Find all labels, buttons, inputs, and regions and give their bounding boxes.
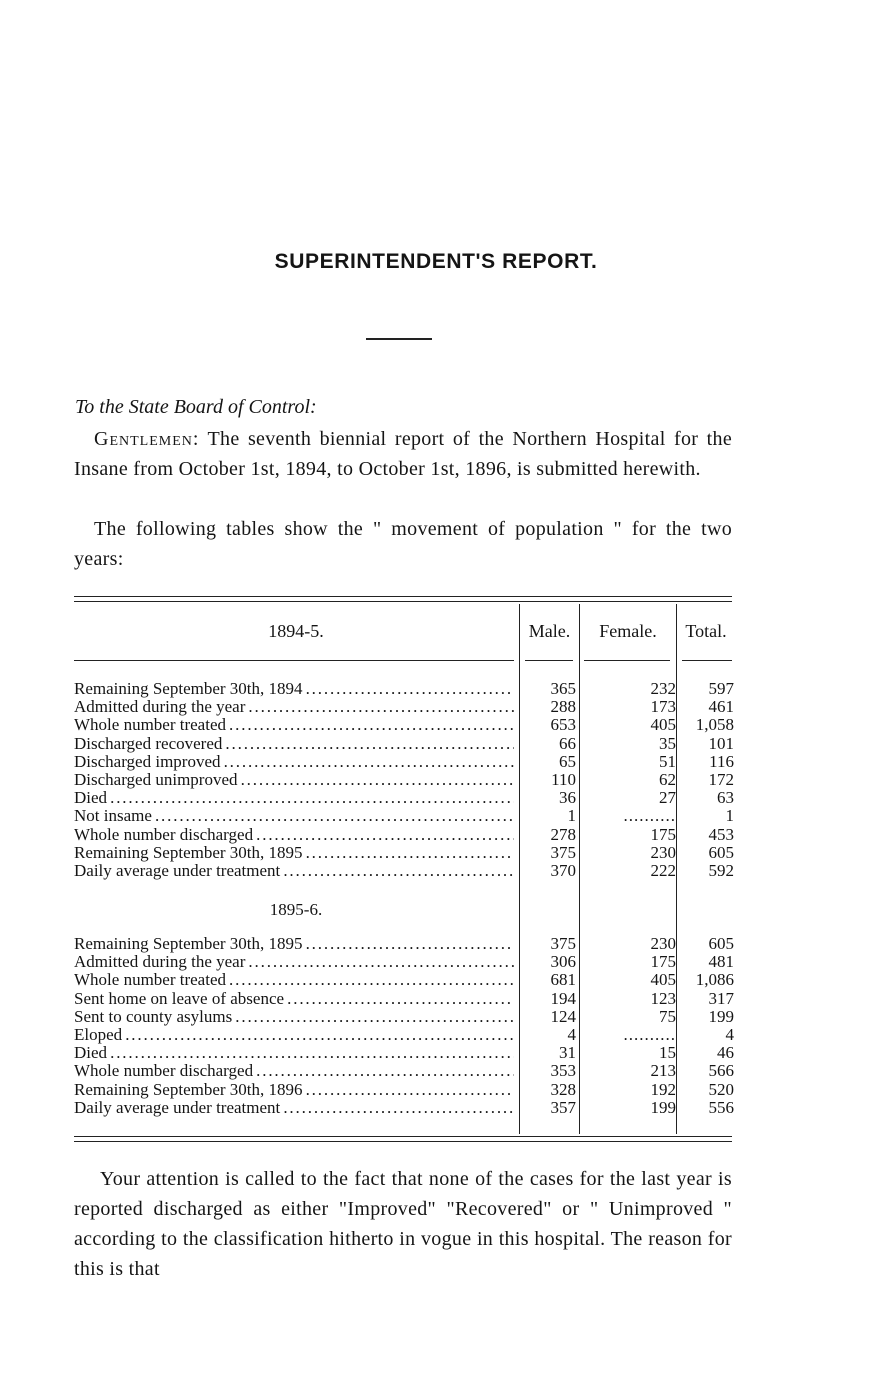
section-period-label: 1895-6. (269, 900, 323, 919)
total-value: 1,086 (695, 970, 734, 990)
female-value: 27 (659, 788, 676, 808)
table-bottom-rule-inner (74, 1141, 732, 1142)
row-label: Whole number treated . . . (74, 716, 514, 734)
male-value: 375 (550, 934, 576, 953)
total-value: 597 (708, 679, 734, 698)
row-label: Sent to county asylums . . . (74, 1008, 514, 1026)
row-label: Discharged unimproved . . . (74, 771, 514, 789)
table-row (74, 862, 734, 880)
column-header-male: Male. (528, 621, 571, 641)
table-row (74, 971, 734, 989)
male-value: 110 (551, 770, 576, 789)
total-value: 172 (708, 770, 734, 789)
salutation: To the State Board of Control: (75, 396, 317, 418)
male-value: 4 (567, 1025, 576, 1044)
header-underline-period (74, 660, 514, 661)
female-value: 15 (659, 1043, 676, 1063)
table-row (74, 771, 734, 789)
header-underline-total (682, 660, 732, 661)
table-row (74, 716, 734, 734)
header-underline-male (525, 660, 573, 661)
female-value: 175 (650, 952, 676, 972)
row-label: Whole number treated . . . (74, 971, 514, 989)
table-row (74, 789, 734, 807)
table-bottom-rule (74, 1136, 732, 1137)
total-value: 1 (725, 806, 734, 826)
table-row (74, 935, 734, 953)
row-label: Daily average under treatment . . . (74, 862, 514, 880)
total-value: 461 (708, 697, 734, 717)
table-row (74, 1044, 734, 1062)
female-value: 405 (650, 970, 676, 990)
total-value: 101 (708, 733, 734, 753)
female-value: 230 (650, 842, 676, 862)
female-value: 123 (650, 988, 676, 1008)
column-header-female: Female. (599, 621, 657, 641)
total-value: 317 (708, 988, 734, 1008)
female-value: 175 (650, 824, 676, 844)
male-value: 31 (559, 1043, 576, 1063)
table-row (74, 1026, 734, 1044)
row-label: Daily average under treatment . . . (74, 1099, 514, 1117)
column-header-total: Total. (685, 621, 727, 641)
table-row (74, 1008, 734, 1026)
table-top-rule-inner (74, 601, 732, 602)
table-row (74, 990, 734, 1008)
total-value: 4 (725, 1025, 734, 1044)
row-label: Remaining September 30th, 1896 . . . (74, 1081, 514, 1099)
female-value: 51 (659, 751, 676, 771)
table-row (74, 807, 734, 825)
female-value: 173 (650, 697, 676, 717)
male-value: 194 (550, 988, 576, 1008)
female-value: 232 (650, 679, 676, 698)
header-underline-female (584, 660, 670, 661)
row-label: Remaining September 30th, 1895 . . . (74, 844, 514, 862)
male-value: 681 (550, 970, 576, 990)
table-row (74, 1081, 734, 1099)
row-label: Not insame . . . (74, 807, 514, 825)
female-value: 35 (659, 733, 676, 753)
table-row (74, 753, 734, 771)
row-label: Remaining September 30th, 1894 . . . (74, 680, 514, 698)
total-value: 453 (708, 824, 734, 844)
total-value: 1,058 (695, 715, 734, 735)
total-value: 199 (708, 1006, 734, 1026)
male-value: 66 (559, 733, 576, 753)
male-value: 288 (550, 697, 576, 717)
female-value: 230 (650, 934, 676, 953)
table-row (74, 1099, 734, 1117)
female-value: 222 (650, 861, 676, 880)
male-value: 278 (550, 824, 576, 844)
table-row (74, 680, 734, 698)
total-value: 592 (708, 861, 734, 880)
table-row (74, 844, 734, 862)
table-row (74, 698, 734, 716)
male-value: 365 (550, 679, 576, 698)
male-value: 375 (550, 842, 576, 862)
total-value: 605 (708, 934, 734, 953)
row-label: Discharged improved . . . (74, 753, 514, 771)
closing-paragraph: Your attention is called to the fact that none of the cases for the last year is reported discharged as either "Improved" "Recovered" or " Unimproved " according to the classification hitherto in vogue in this hospital. The reason for this is that (74, 1168, 732, 1280)
male-value: 653 (550, 715, 576, 735)
title-divider (366, 338, 432, 340)
row-label: Discharged recovered . . . (74, 735, 514, 753)
male-value: 1 (567, 806, 576, 826)
table-top-rule (74, 596, 732, 597)
male-value: 353 (550, 1061, 576, 1081)
row-label: Whole number discharged . . . (74, 1062, 514, 1080)
table-row (74, 826, 734, 844)
row-label: Remaining September 30th, 1895 . . . (74, 935, 514, 953)
female-value: 62 (659, 770, 676, 789)
male-value: 65 (559, 751, 576, 771)
female-value: .......... (623, 806, 676, 826)
male-value: 36 (559, 788, 576, 808)
female-value: .......... (623, 1025, 676, 1044)
female-value: 75 (659, 1006, 676, 1026)
tables-intro-paragraph: The following tables show the " movement of population " for the two years: (74, 518, 732, 570)
row-label: Whole number discharged . . . (74, 826, 514, 844)
row-label: Admitted during the year . . . (74, 953, 514, 971)
total-value: 566 (708, 1061, 734, 1081)
male-value: 124 (550, 1006, 576, 1026)
total-value: 520 (708, 1079, 734, 1099)
total-value: 556 (708, 1097, 734, 1117)
row-label: Admitted during the year . . . (74, 698, 514, 716)
total-value: 46 (717, 1043, 734, 1063)
male-value: 357 (550, 1097, 576, 1117)
page-title: SUPERINTENDENT'S REPORT. (274, 250, 598, 273)
total-value: 116 (709, 751, 734, 771)
female-value: 405 (650, 715, 676, 735)
male-value: 370 (550, 861, 576, 880)
intro-lead: Gentlemen: (94, 428, 200, 450)
row-label: Sent home on leave of absence . . . (74, 990, 514, 1008)
table-row (74, 1062, 734, 1080)
female-value: 192 (650, 1079, 676, 1099)
row-label: Died . . . (74, 789, 514, 807)
male-value: 328 (550, 1079, 576, 1099)
row-label: Eloped . . . (74, 1026, 514, 1044)
female-value: 199 (650, 1097, 676, 1117)
female-value: 213 (650, 1061, 676, 1081)
table-row (74, 953, 734, 971)
total-value: 481 (708, 952, 734, 972)
intro-text: The seventh biennial report of the Northern Hospital for the Insane from October 1st, 1894, to October 1st, 1896, is submitted herewith. (74, 428, 732, 480)
table-row (74, 735, 734, 753)
male-value: 306 (550, 952, 576, 972)
intro-paragraph (74, 424, 732, 484)
total-value: 63 (717, 788, 734, 808)
row-label: Died . . . (74, 1044, 514, 1062)
total-value: 605 (708, 842, 734, 862)
column-header-period: 1894-5. (268, 621, 324, 641)
